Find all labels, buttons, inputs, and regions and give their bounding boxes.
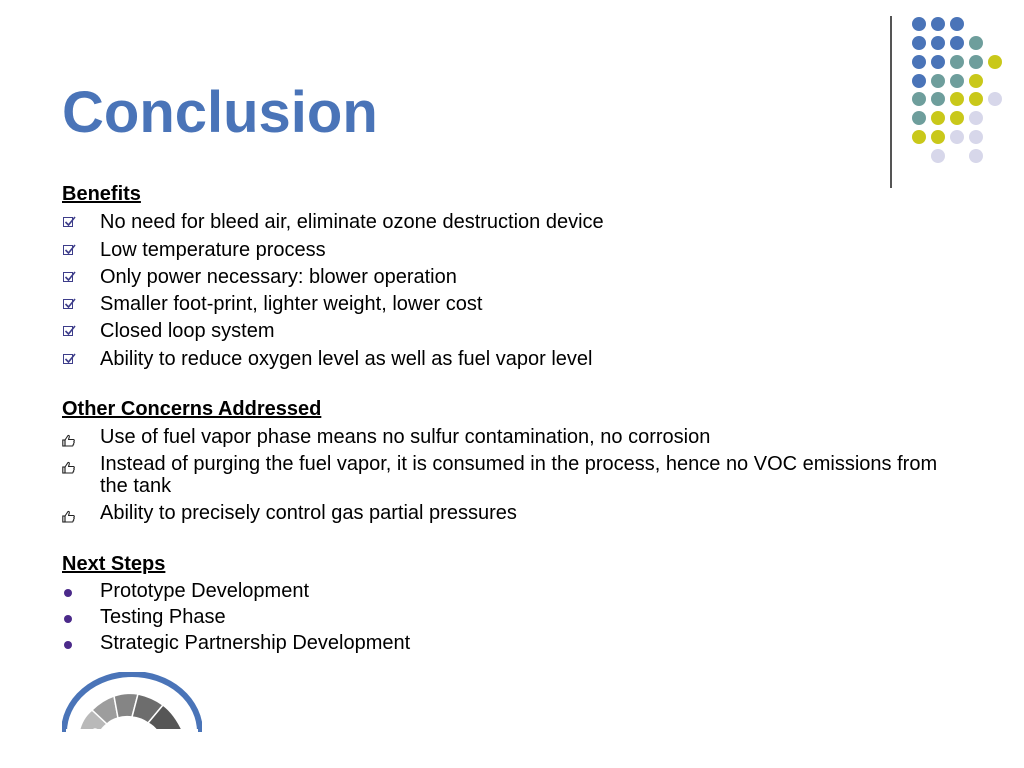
list-item [62,502,962,524]
benefit-text: Smaller foot-print, lighter weight, lower cost [100,293,483,316]
concern-text: Ability to precisely control gas partial pressures [100,502,517,524]
decor-dot [931,149,945,163]
decor-dot [950,92,964,106]
list-item [62,426,962,448]
decor-dot [912,130,926,144]
list-item [62,348,962,370]
pointing-hand-icon [62,457,76,479]
benefit-text: Ability to reduce oxygen level as well as fuel vapor level [100,347,593,370]
decor-dot [969,111,983,125]
concern-text: Use of fuel vapor phase means no sulfur contamination, no corrosion [100,426,711,448]
next-step-text: Prototype Development [100,580,310,602]
list-item [62,606,962,628]
concerns-list [62,426,962,524]
decor-dot [969,130,983,144]
next-steps-list [62,580,962,654]
decorative-divider [890,16,892,188]
checkbox-icon [63,299,73,309]
decor-dot [950,111,964,125]
benefits-section [62,182,962,370]
checkbox-icon [63,245,73,255]
benefit-text: No need for bleed air, eliminate ozone destruction device [100,211,604,234]
list-item [62,580,962,602]
decor-dot [912,74,926,88]
benefit-text: Only power necessary: blower operation [100,265,457,288]
decor-dot [931,55,945,69]
checkbox-icon [63,272,73,282]
concerns-heading: Other Concerns Addressed [62,398,322,420]
decor-dot [912,92,926,106]
decor-dot [912,111,926,125]
decor-dot [912,55,926,69]
decor-dot [931,36,945,50]
decor-dot [969,36,983,50]
company-logo [62,672,202,734]
concerns-section [62,397,962,524]
dot-bullet-icon [64,615,72,623]
decor-dot [988,92,1002,106]
decor-dot [969,149,983,163]
dot-bullet-icon [64,641,72,649]
decor-dot [950,74,964,88]
decor-dot [969,74,983,88]
decor-dot [950,36,964,50]
decor-dot [950,130,964,144]
decor-dot [931,130,945,144]
decor-dot [988,55,1002,69]
decor-dot [931,17,945,31]
list-item [62,266,962,288]
benefit-text: Low temperature process [100,238,326,261]
decor-dot [931,111,945,125]
benefit-text: Closed loop system [100,320,275,343]
list-item [62,453,962,497]
benefits-heading: Benefits [62,183,141,205]
decor-dot [912,36,926,50]
next-step-text: Strategic Partnership Development [100,632,411,654]
decor-dot [931,74,945,88]
list-item [62,239,962,261]
decor-dot [950,55,964,69]
next-steps-section [62,552,962,654]
checkbox-icon [63,217,73,227]
benefits-list [62,211,962,369]
next-step-text: Testing Phase [100,606,226,628]
list-item [62,320,962,342]
list-item [62,293,962,315]
decor-dot [912,17,926,31]
pointing-hand-icon [62,506,76,528]
slide-title: Conclusion [62,80,378,145]
pointing-hand-icon [62,430,76,452]
list-item [62,211,962,233]
decor-dot [969,92,983,106]
decor-dot [950,17,964,31]
decor-dot [969,55,983,69]
decor-dot [931,92,945,106]
checkbox-icon [63,326,73,336]
checkbox-icon [63,354,73,364]
concern-text: Instead of purging the fuel vapor, it is consumed in the process, hence no VOC emissions from the tank [100,453,938,497]
list-item [62,632,962,654]
dot-bullet-icon [64,589,72,597]
next-steps-heading: Next Steps [62,553,166,575]
